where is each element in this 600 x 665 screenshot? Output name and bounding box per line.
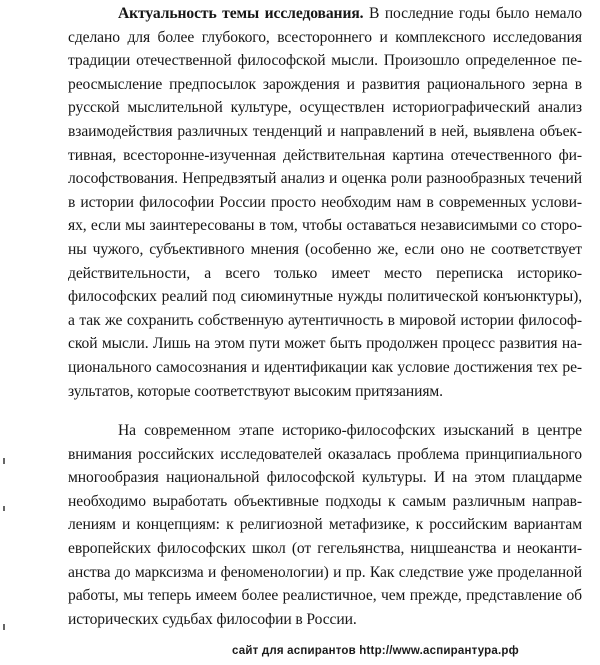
scan-margin-mark — [3, 624, 5, 630]
paragraph-line: многообразия национальной философской культуры. И на этом плацдарме — [68, 469, 582, 487]
paragraph-line: ны чужого, субъективного мнения (особенно же, если оно не соответствует — [68, 240, 582, 258]
paragraph-line: философских реалий под сиюминутные нужды политической конъюнктуры), — [68, 288, 582, 306]
scan-margin-mark — [3, 506, 5, 511]
paragraph-line: внимания российских исследователей оказалась проблема принципиального — [68, 445, 582, 463]
paragraph-line: ционального самосознания и идентификации как условие достижения тех ре- — [68, 358, 582, 376]
section-heading: Актуальность темы исследования. — [118, 5, 364, 22]
paragraph-line: Актуальность темы исследования. В последние годы было немало — [118, 5, 582, 22]
paragraph-line: действительности, а всего только имеет место переписка историко- — [68, 264, 582, 282]
paragraph-line: лениям и концепциям: к религиозной метафизике, к российским вариантам — [68, 516, 582, 534]
paragraph-line: традиции отечественной философской мысли. Произошло определенное пе- — [68, 52, 582, 70]
paragraph-line: ях, если мы заинтересованы в том, чтобы оставаться независимыми со сторо- — [68, 217, 582, 235]
paragraph-current-stage — [68, 419, 582, 631]
scan-margin-mark — [3, 458, 5, 464]
paragraph-line: европейских философских школ (от гегельянства, ницшеанства и неоканти- — [68, 539, 582, 557]
footer-site-link[interactable]: сайт для аспирантов http://www.аспирантура.рф — [232, 645, 519, 657]
paragraph-line: исторических судьбах философии в России. — [68, 610, 357, 628]
paragraph-line: а так же сохранить собственную аутентичность в мировой истории философ- — [68, 311, 582, 329]
paragraph-line: в истории философии России просто необходим нам в современных услови- — [68, 193, 582, 211]
paragraph-line: тивная, всесторонне-изученная действительная картина отечественного фи- — [68, 146, 582, 164]
paragraph-relevance — [68, 2, 582, 403]
paragraph-line: На современном этапе историко-философских изысканий в центре — [118, 422, 582, 439]
paragraph-line: анства до марксизма и феноменологии) и пр. Как следствие уже проделанной — [68, 563, 582, 581]
paragraph-line: ской мысли. Лишь на этом пути может быть продолжен процесс развития на- — [68, 335, 582, 353]
paragraph-line: реосмысление предпосылок зарождения и развития рационального зерна в — [68, 75, 582, 93]
paragraph-line: русской мыслительной культуре, осуществлен историографический анализ — [68, 99, 582, 117]
paragraph-line: зультатов, которые соответствуют высоким притязаниям. — [68, 382, 443, 400]
paragraph-line: работы, мы теперь имеем более реалистичное, чем прежде, представление об — [68, 587, 582, 605]
paragraph-line: взаимодействия различных тенденций и направлений в ней, выявлена объек- — [68, 122, 582, 140]
paragraph-line: сделано для более глубокого, всестороннего и комплексного исследования — [68, 28, 582, 46]
paragraph-line: необходимо выработать объективные подходы к самым различным направ- — [68, 492, 582, 510]
paragraph-line: лософствования. Непредвзятый анализ и оценка роли разнообразных течений — [68, 170, 582, 188]
